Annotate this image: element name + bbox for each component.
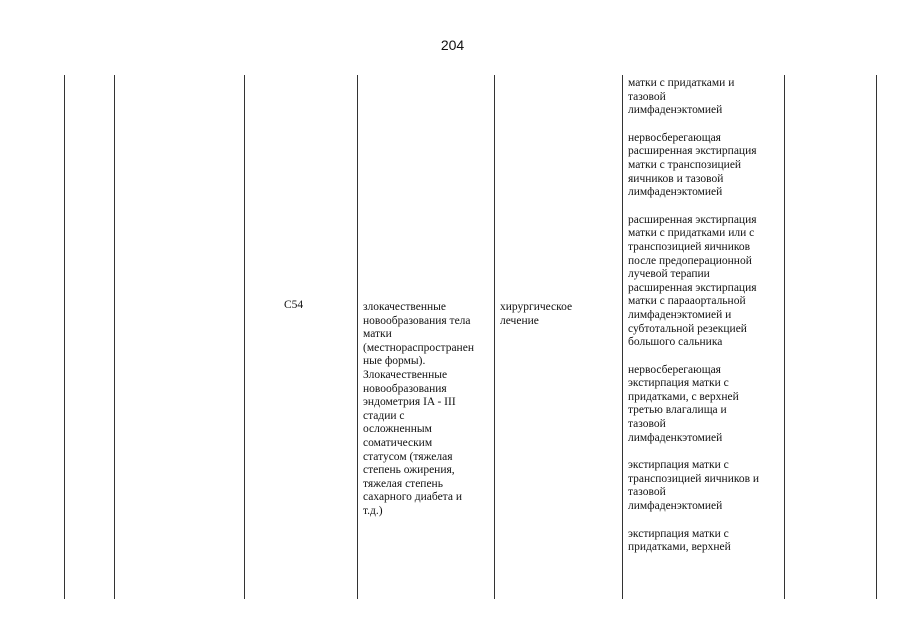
method-item: нервосберегающая расширенная экстирпация матки с транспозицией яичников и тазовой лимфаденэктомией bbox=[628, 131, 757, 199]
method-item: расширенная экстирпация матки с придатками или с транспозицией яичников после предоперационной лучевой терапии bbox=[628, 213, 757, 281]
method-item: расширенная экстирпация матки с парааортальной лимфаденэктомией и субтотальной резекцией большого сальника bbox=[628, 281, 757, 349]
method-item: экстирпация матки с транспозицией яичников и тазовой лимфаденэктомией bbox=[628, 459, 760, 513]
treatment-methods-cell bbox=[628, 77, 782, 555]
method-item: матки с придатками и тазовой лимфаденэктомией bbox=[628, 77, 735, 117]
table-column-line bbox=[357, 75, 358, 599]
icd-code-cell: C54 bbox=[284, 299, 304, 311]
table-column-line bbox=[876, 75, 877, 599]
table-column-line bbox=[244, 75, 245, 599]
method-item: нервосберегающая экстирпация матки с придатками, с верхней третью влагалища и тазовой лимфаденкэтомией bbox=[628, 363, 739, 444]
method-item: экстирпация матки с придатками, верхней bbox=[628, 527, 731, 554]
diagnosis-cell: злокачественные новообразования тела матки (местнораспространен ные формы). Злокачественные новообразования эндометрия IA - III стадии с осложненным соматическим статусом (тяжелая степень ожирения, тяжелая степень сахарного диабета и т.д.) bbox=[363, 301, 474, 517]
table-column-line bbox=[114, 75, 115, 599]
table-column-line bbox=[622, 75, 623, 599]
table-column-line bbox=[784, 75, 785, 599]
treatment-type-cell: хирургическое лечение bbox=[500, 301, 573, 327]
page-number: 204 bbox=[440, 37, 465, 53]
table-column-line bbox=[64, 75, 65, 599]
table-column-line bbox=[494, 75, 495, 599]
